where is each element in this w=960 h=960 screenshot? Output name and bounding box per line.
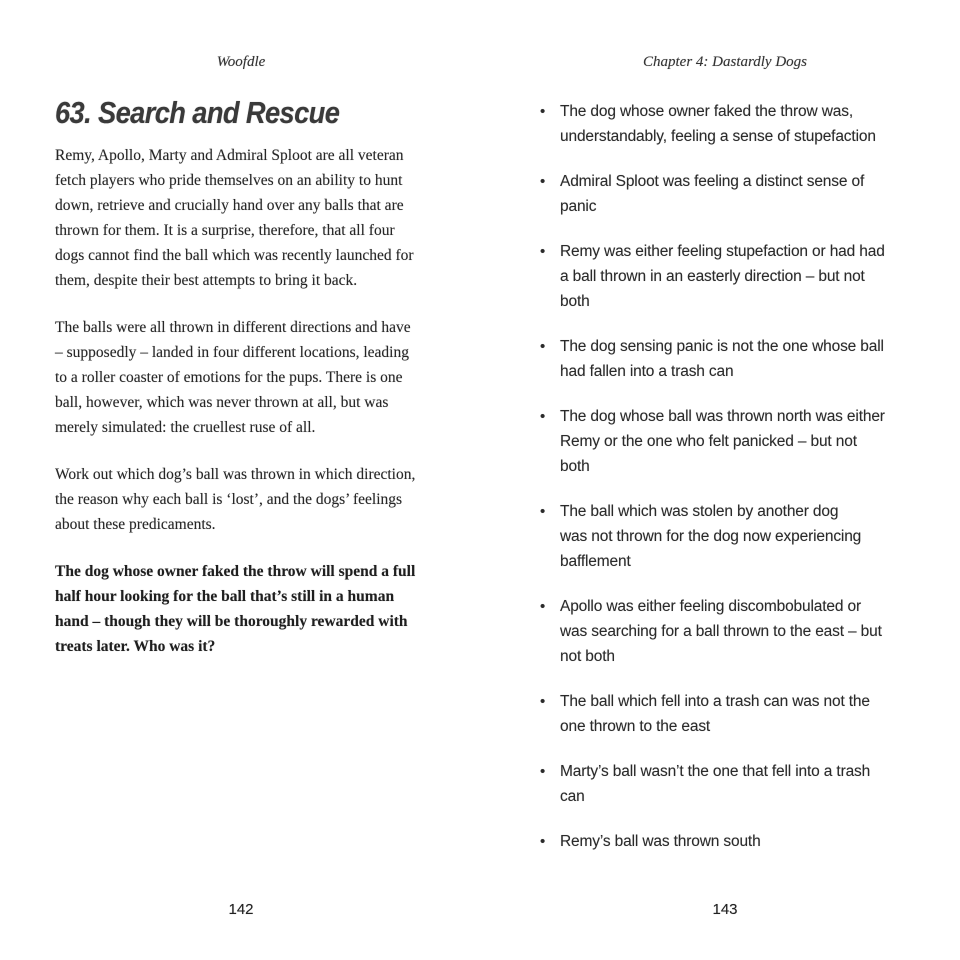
clue-item	[535, 499, 915, 574]
clue-item	[535, 239, 915, 314]
left-page	[55, 53, 427, 681]
clue-item	[535, 689, 915, 739]
clue-item	[535, 594, 915, 669]
text-line: half hour looking for the ball that’s still in a human	[55, 588, 395, 605]
text-line: The ball which fell into a trash can was not the	[560, 693, 870, 710]
bullet-icon: •	[540, 503, 546, 520]
clue-item	[535, 334, 915, 384]
text-line: The ball which was stolen by another dog	[560, 503, 839, 520]
text-line: The dog whose ball was thrown north was either	[560, 408, 885, 425]
text-line: Remy’s ball was thrown south	[560, 833, 761, 850]
text-line: the reason why each ball is ‘lost’, and the dogs’ feelings	[55, 491, 403, 508]
clue-text	[560, 689, 915, 739]
bullet-icon: •	[540, 833, 546, 850]
text-line: fetch players who pride themselves on an ability to hunt	[55, 172, 403, 189]
text-line: bafflement	[560, 553, 631, 570]
clue-text	[560, 594, 915, 669]
clue-text	[560, 759, 915, 809]
puzzle-title: 63. Search and Rescue	[55, 95, 340, 130]
text-line: dogs cannot find the ball which was recently launched for	[55, 247, 414, 264]
text-line: was searching for a ball thrown to the east – but	[560, 623, 882, 640]
text-line: The dog sensing panic is not the one whose ball	[560, 338, 884, 355]
clue-text	[560, 499, 915, 574]
running-header-right: Chapter 4: Dastardly Dogs	[642, 54, 808, 70]
text-line: panic	[560, 198, 597, 215]
clue-item	[535, 169, 915, 219]
text-line: The balls were all thrown in different directions and have	[55, 319, 411, 336]
bullet-icon: •	[540, 763, 546, 780]
text-line: down, retrieve and crucially hand over any balls that are	[55, 197, 404, 214]
setup-paragraph	[55, 315, 427, 440]
text-line: not both	[560, 648, 615, 665]
text-line: The dog whose owner faked the throw was,	[560, 103, 853, 120]
bullet-icon: •	[540, 338, 546, 355]
clue-item	[535, 99, 915, 149]
text-line: one thrown to the east	[560, 718, 711, 735]
bullet-icon: •	[540, 598, 546, 615]
task-paragraph	[55, 462, 427, 537]
text-line: thrown for them. It is a surprise, therefore, that all four	[55, 222, 395, 239]
text-line: them, despite their best attempts to bring it back.	[55, 272, 358, 289]
clue-text	[560, 169, 915, 219]
text-line: Marty’s ball wasn’t the one that fell into a trash	[560, 763, 871, 780]
running-header-left: Woofdle	[216, 54, 266, 70]
bullet-icon: •	[540, 103, 546, 120]
text-line: both	[560, 293, 590, 310]
clue-text	[560, 334, 915, 384]
clue-item	[535, 759, 915, 809]
bullet-icon: •	[540, 693, 546, 710]
text-line: Remy, Apollo, Marty and Admiral Sploot are all veteran	[55, 147, 404, 164]
text-line: had fallen into a trash can	[560, 363, 734, 380]
text-line: can	[560, 788, 585, 805]
bullet-icon: •	[540, 243, 546, 260]
right-page	[535, 53, 915, 874]
text-line: understandably, feeling a sense of stupefaction	[560, 128, 876, 145]
text-line: Work out which dog’s ball was thrown in which direction,	[55, 466, 416, 483]
text-line: about these predicaments.	[55, 516, 216, 533]
text-line: merely simulated: the cruellest ruse of all.	[55, 419, 316, 436]
text-line: ball, however, which was never thrown at all, but was	[55, 394, 389, 411]
bullet-icon: •	[540, 408, 546, 425]
clue-item	[535, 829, 915, 854]
question-paragraph	[55, 559, 427, 659]
clue-text	[560, 99, 915, 149]
text-line: to a roller coaster of emotions for the pups. There is one	[55, 369, 403, 386]
text-line: Remy or the one who felt panicked – but not	[560, 433, 857, 450]
clue-text	[560, 239, 915, 314]
text-line: Admiral Sploot was feeling a distinct sense of	[560, 173, 865, 190]
text-line: a ball thrown in an easterly direction – but not	[560, 268, 865, 285]
clue-item	[535, 404, 915, 479]
text-line: hand – though they will be thoroughly rewarded with	[55, 613, 408, 630]
page-number-left: 142	[228, 901, 254, 918]
clue-list	[535, 99, 915, 854]
text-line: treats later. Who was it?	[55, 638, 216, 655]
text-line: Apollo was either feeling discombobulated or	[560, 598, 862, 615]
clue-text	[560, 829, 915, 854]
clue-text	[560, 404, 915, 479]
intro-paragraph	[55, 143, 427, 293]
page-number-right: 143	[712, 901, 738, 918]
text-line: The dog whose owner faked the throw will spend a full	[55, 563, 416, 580]
bullet-icon: •	[540, 173, 546, 190]
text-line: both	[560, 458, 590, 475]
text-line: was not thrown for the dog now experiencing	[560, 528, 862, 545]
text-line: – supposedly – landed in four different locations, leading	[55, 344, 409, 361]
text-line: Remy was either feeling stupefaction or had had	[560, 243, 885, 260]
